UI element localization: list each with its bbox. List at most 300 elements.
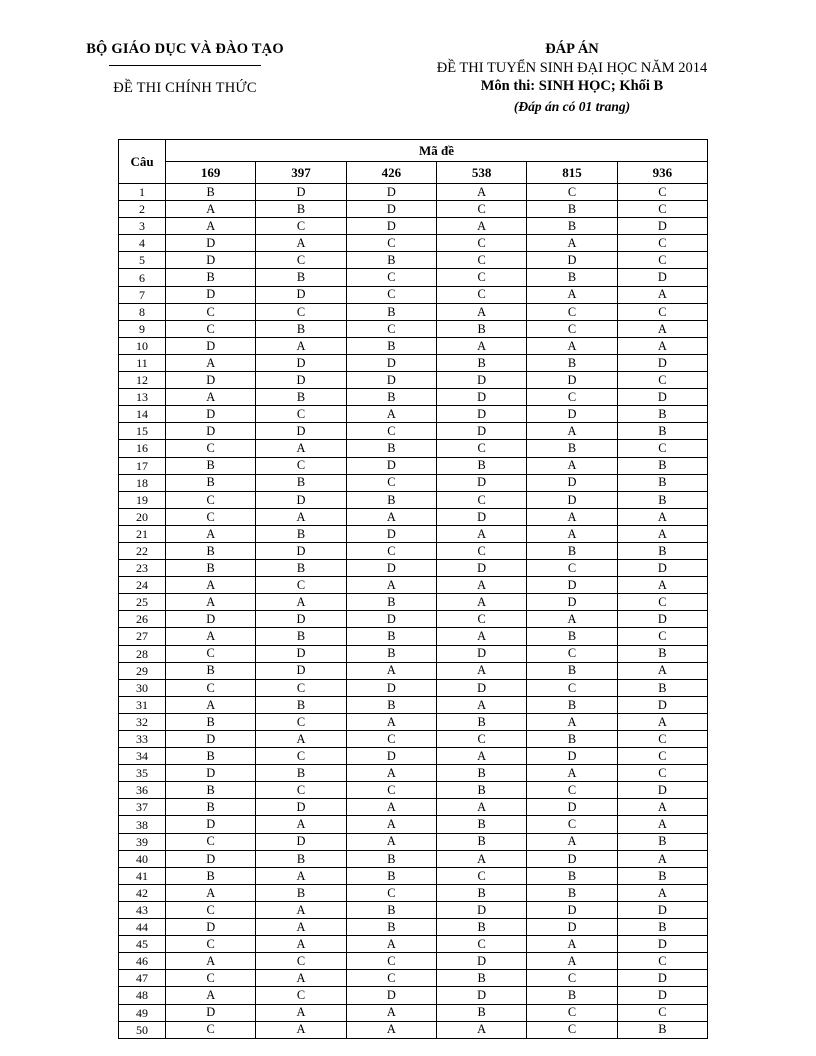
answer-cell: B (617, 1021, 707, 1038)
answer-cell: B (346, 303, 436, 320)
answer-cell: C (527, 560, 617, 577)
table-row (119, 457, 708, 474)
answer-cell: D (346, 184, 436, 201)
answer-cell: D (617, 936, 707, 953)
answer-cell: D (256, 542, 346, 559)
question-number-cell: 50 (119, 1021, 166, 1038)
table-row (119, 816, 708, 833)
answer-cell: C (617, 440, 707, 457)
answer-cell: A (436, 850, 526, 867)
answer-cell: B (436, 970, 526, 987)
column-header-exam-code-group: Mã đề (166, 140, 708, 162)
question-number-cell: 13 (119, 389, 166, 406)
answer-cell: D (346, 201, 436, 218)
answer-cell: A (527, 235, 617, 252)
answer-cell: D (617, 354, 707, 371)
answer-cell: C (256, 252, 346, 269)
table-row (119, 901, 708, 918)
answer-cell: C (346, 320, 436, 337)
answer-cell: C (346, 474, 436, 491)
answer-table-container (118, 139, 708, 1039)
answer-cell: C (527, 303, 617, 320)
table-row (119, 594, 708, 611)
answer-cell: A (436, 218, 526, 235)
answer-cell: C (166, 645, 256, 662)
table-row (119, 525, 708, 542)
answer-cell: D (527, 850, 617, 867)
answer-cell: C (166, 936, 256, 953)
answer-cell: A (527, 457, 617, 474)
answer-cell: A (256, 337, 346, 354)
answer-cell: D (256, 423, 346, 440)
answer-cell: C (436, 235, 526, 252)
answer-cell: D (166, 235, 256, 252)
answer-cell: B (617, 406, 707, 423)
table-row (119, 406, 708, 423)
answer-cell: B (346, 252, 436, 269)
answer-cell: C (436, 491, 526, 508)
answer-cell: B (166, 184, 256, 201)
table-row (119, 218, 708, 235)
answer-cell: A (256, 235, 346, 252)
answer-cell: D (527, 577, 617, 594)
answer-cell: D (346, 457, 436, 474)
answer-cell: C (436, 269, 526, 286)
answer-cell: D (527, 748, 617, 765)
answer-cell: C (527, 389, 617, 406)
answer-cell: B (346, 389, 436, 406)
answer-cell: A (527, 953, 617, 970)
answer-cell: D (527, 252, 617, 269)
answer-cell: A (166, 354, 256, 371)
answer-cell: B (256, 269, 346, 286)
question-number-cell: 40 (119, 850, 166, 867)
answer-cell: B (256, 320, 346, 337)
answer-cell: D (436, 372, 526, 389)
answer-cell: A (617, 286, 707, 303)
answer-cell: B (346, 696, 436, 713)
answer-cell: A (256, 508, 346, 525)
answer-cell: A (617, 577, 707, 594)
answer-cell: B (256, 765, 346, 782)
answer-cell: C (527, 645, 617, 662)
answer-cell: A (256, 1004, 346, 1021)
answer-cell: B (166, 542, 256, 559)
table-row (119, 953, 708, 970)
answer-cell: B (527, 354, 617, 371)
answer-cell: D (436, 560, 526, 577)
answer-cell: B (527, 201, 617, 218)
question-number-cell: 7 (119, 286, 166, 303)
table-row (119, 320, 708, 337)
answer-cell: A (256, 919, 346, 936)
answer-cell: D (256, 645, 346, 662)
answer-cell: B (436, 320, 526, 337)
table-row (119, 731, 708, 748)
answer-cell: B (527, 440, 617, 457)
answer-cell: C (166, 833, 256, 850)
answer-cell: B (436, 833, 526, 850)
table-row (119, 611, 708, 628)
answer-cell: B (346, 491, 436, 508)
answer-cell: B (166, 748, 256, 765)
answer-cell: A (166, 389, 256, 406)
answer-cell: D (436, 389, 526, 406)
question-number-cell: 49 (119, 1004, 166, 1021)
column-header-exam-code: 936 (617, 162, 707, 184)
answer-cell: D (166, 286, 256, 303)
column-header-exam-code: 426 (346, 162, 436, 184)
answer-cell: A (166, 594, 256, 611)
answer-cell: C (166, 303, 256, 320)
answer-cell: D (346, 679, 436, 696)
answer-cell: B (527, 867, 617, 884)
answer-cell: D (617, 901, 707, 918)
question-number-cell: 19 (119, 491, 166, 508)
answer-cell: B (617, 457, 707, 474)
question-number-cell: 33 (119, 731, 166, 748)
answer-cell: C (256, 953, 346, 970)
answer-cell: A (346, 508, 436, 525)
answer-cell: A (436, 594, 526, 611)
answer-cell: A (436, 748, 526, 765)
answer-cell: A (346, 662, 436, 679)
question-number-cell: 24 (119, 577, 166, 594)
question-number-cell: 10 (119, 337, 166, 354)
answer-cell: A (436, 577, 526, 594)
answer-cell: A (256, 816, 346, 833)
answer-cell: B (256, 850, 346, 867)
answer-cell: D (166, 731, 256, 748)
answer-cell: D (527, 491, 617, 508)
question-number-cell: 16 (119, 440, 166, 457)
answer-cell: D (436, 406, 526, 423)
answer-cell: A (256, 731, 346, 748)
answer-cell: C (617, 731, 707, 748)
answer-cell: C (166, 508, 256, 525)
answer-cell: D (617, 218, 707, 235)
answer-cell: A (436, 184, 526, 201)
answer-cell: B (256, 201, 346, 218)
answer-cell: A (166, 218, 256, 235)
answer-cell: C (436, 542, 526, 559)
answer-cell: A (346, 765, 436, 782)
answer-cell: B (617, 679, 707, 696)
question-number-cell: 14 (119, 406, 166, 423)
answer-cell: C (256, 577, 346, 594)
answer-cell: D (256, 184, 346, 201)
answer-cell: C (256, 406, 346, 423)
answer-cell: A (346, 713, 436, 730)
table-row (119, 867, 708, 884)
answer-cell: C (617, 372, 707, 389)
answer-cell: D (436, 474, 526, 491)
table-row (119, 1021, 708, 1038)
answer-cell: C (346, 269, 436, 286)
answer-cell: C (346, 884, 436, 901)
answer-cell: B (617, 423, 707, 440)
answer-cell: C (527, 320, 617, 337)
question-number-cell: 17 (119, 457, 166, 474)
answer-cell: A (346, 936, 436, 953)
table-row (119, 235, 708, 252)
answer-cell: A (527, 525, 617, 542)
answer-cell: A (527, 508, 617, 525)
answer-cell: D (617, 970, 707, 987)
answer-cell: B (527, 696, 617, 713)
answer-cell: A (346, 833, 436, 850)
question-number-cell: 12 (119, 372, 166, 389)
answer-cell: C (436, 867, 526, 884)
table-row (119, 491, 708, 508)
answer-cell: B (256, 628, 346, 645)
answer-cell: B (436, 919, 526, 936)
answer-cell: D (617, 696, 707, 713)
table-row (119, 423, 708, 440)
table-row (119, 1004, 708, 1021)
column-header-exam-code: 538 (436, 162, 526, 184)
answer-cell: A (436, 662, 526, 679)
answer-cell: C (166, 970, 256, 987)
answer-cell: D (166, 850, 256, 867)
table-body (119, 184, 708, 1039)
answer-cell: B (527, 662, 617, 679)
answer-cell: A (617, 816, 707, 833)
answer-cell: C (256, 457, 346, 474)
answer-cell: B (617, 491, 707, 508)
answer-cell: D (346, 560, 436, 577)
table-row (119, 560, 708, 577)
answer-cell: B (527, 731, 617, 748)
table-row (119, 474, 708, 491)
answer-cell: C (527, 184, 617, 201)
answer-cell: D (166, 765, 256, 782)
question-number-cell: 43 (119, 901, 166, 918)
answer-cell: C (166, 440, 256, 457)
question-number-cell: 5 (119, 252, 166, 269)
answer-cell: D (346, 218, 436, 235)
answer-cell: C (617, 252, 707, 269)
table-row (119, 936, 708, 953)
table-row (119, 662, 708, 679)
answer-cell: C (256, 748, 346, 765)
answer-cell: B (617, 645, 707, 662)
answer-cell: B (166, 662, 256, 679)
answer-cell: B (346, 901, 436, 918)
answer-cell: C (617, 303, 707, 320)
table-row (119, 508, 708, 525)
answer-cell: A (256, 1021, 346, 1038)
answer-cell: B (166, 269, 256, 286)
table-row (119, 970, 708, 987)
answer-cell: C (436, 731, 526, 748)
answer-cell: D (527, 474, 617, 491)
question-number-cell: 41 (119, 867, 166, 884)
answer-cell: B (346, 594, 436, 611)
table-row (119, 799, 708, 816)
answer-cell: A (166, 201, 256, 218)
answer-cell: A (256, 867, 346, 884)
answer-cell: B (166, 713, 256, 730)
table-header-row-group (119, 140, 708, 162)
header-right-block (350, 40, 816, 117)
answer-cell: D (436, 901, 526, 918)
answer-cell: C (256, 218, 346, 235)
answer-cell: B (436, 1004, 526, 1021)
answer-cell: B (436, 457, 526, 474)
answer-cell: A (527, 833, 617, 850)
answer-cell: D (346, 372, 436, 389)
question-number-cell: 9 (119, 320, 166, 337)
table-row (119, 201, 708, 218)
question-number-cell: 31 (119, 696, 166, 713)
answer-cell: B (617, 542, 707, 559)
question-number-cell: 46 (119, 953, 166, 970)
answer-cell: D (617, 611, 707, 628)
answer-cell: C (436, 440, 526, 457)
answer-cell: B (436, 884, 526, 901)
answer-cell: B (166, 474, 256, 491)
answer-cell: C (346, 235, 436, 252)
table-head (119, 140, 708, 184)
question-number-cell: 35 (119, 765, 166, 782)
question-number-cell: 29 (119, 662, 166, 679)
table-row (119, 765, 708, 782)
answer-cell: B (436, 782, 526, 799)
question-number-cell: 20 (119, 508, 166, 525)
answer-cell: A (256, 440, 346, 457)
answer-cell: D (527, 406, 617, 423)
answer-cell: B (346, 850, 436, 867)
table-row (119, 337, 708, 354)
question-number-cell: 39 (119, 833, 166, 850)
question-number-cell: 44 (119, 919, 166, 936)
answer-cell: C (166, 320, 256, 337)
answer-cell: C (617, 748, 707, 765)
answer-cell: C (527, 782, 617, 799)
answer-cell: A (617, 799, 707, 816)
answer-cell: B (256, 696, 346, 713)
question-number-cell: 28 (119, 645, 166, 662)
answer-key-table (118, 139, 708, 1039)
question-number-cell: 22 (119, 542, 166, 559)
answer-cell: B (256, 474, 346, 491)
column-header-question: Câu (119, 140, 166, 184)
table-row (119, 645, 708, 662)
table-row (119, 919, 708, 936)
answer-cell: C (256, 987, 346, 1004)
answer-cell: D (527, 919, 617, 936)
table-row (119, 286, 708, 303)
answer-cell: C (527, 1004, 617, 1021)
answer-cell: D (436, 679, 526, 696)
answer-cell: A (617, 713, 707, 730)
answer-cell: B (527, 218, 617, 235)
answer-cell: B (436, 816, 526, 833)
answer-cell: B (346, 919, 436, 936)
question-number-cell: 15 (119, 423, 166, 440)
answer-cell: A (256, 936, 346, 953)
table-row (119, 542, 708, 559)
answer-cell: C (617, 628, 707, 645)
answer-cell: B (346, 337, 436, 354)
question-number-cell: 23 (119, 560, 166, 577)
page-count-note: (Đáp án có 01 trang) (513, 98, 631, 114)
table-row (119, 782, 708, 799)
answer-cell: C (346, 542, 436, 559)
ministry-name: BỘ GIÁO DỤC VÀ ĐÀO TẠO (86, 41, 284, 57)
answer-cell: A (346, 799, 436, 816)
table-row (119, 252, 708, 269)
answer-cell: A (527, 936, 617, 953)
question-number-cell: 2 (119, 201, 166, 218)
answer-cell: B (256, 525, 346, 542)
header-left-block (0, 40, 350, 97)
table-row (119, 850, 708, 867)
answer-cell: B (166, 782, 256, 799)
answer-cell: B (617, 833, 707, 850)
answer-cell: A (256, 901, 346, 918)
answer-cell: A (617, 850, 707, 867)
answer-cell: A (527, 423, 617, 440)
answer-cell: C (346, 782, 436, 799)
answer-cell: D (256, 662, 346, 679)
answer-cell: A (346, 1021, 436, 1038)
question-number-cell: 48 (119, 987, 166, 1004)
table-row (119, 303, 708, 320)
question-number-cell: 47 (119, 970, 166, 987)
answer-cell: C (617, 765, 707, 782)
answer-cell: B (617, 474, 707, 491)
table-row (119, 372, 708, 389)
table-row (119, 833, 708, 850)
answer-cell: A (346, 406, 436, 423)
exam-name-line: ĐỀ THI TUYỂN SINH ĐẠI HỌC NĂM 2014 (436, 59, 708, 76)
question-number-cell: 11 (119, 354, 166, 371)
answer-cell: C (256, 679, 346, 696)
answer-cell: A (436, 303, 526, 320)
answer-cell: D (256, 286, 346, 303)
answer-cell: A (166, 987, 256, 1004)
answer-cell: D (346, 354, 436, 371)
answer-cell: C (166, 491, 256, 508)
header-divider-rule (109, 65, 261, 66)
question-number-cell: 36 (119, 782, 166, 799)
answer-cell: A (346, 577, 436, 594)
answer-cell: A (166, 628, 256, 645)
answer-cell: D (617, 269, 707, 286)
answer-cell: B (256, 560, 346, 577)
table-row (119, 713, 708, 730)
question-number-cell: 26 (119, 611, 166, 628)
answer-cell: C (527, 970, 617, 987)
answer-cell: D (527, 799, 617, 816)
answer-cell: C (166, 901, 256, 918)
answer-cell: D (617, 987, 707, 1004)
question-number-cell: 42 (119, 884, 166, 901)
answer-cell: B (166, 867, 256, 884)
answer-cell: A (436, 1021, 526, 1038)
question-number-cell: 37 (119, 799, 166, 816)
answer-cell: C (436, 201, 526, 218)
answer-cell: B (346, 645, 436, 662)
answer-cell: B (346, 440, 436, 457)
answer-cell: D (166, 1004, 256, 1021)
answer-cell: A (617, 337, 707, 354)
question-number-cell: 38 (119, 816, 166, 833)
answer-cell: A (166, 953, 256, 970)
column-header-exam-code: 169 (166, 162, 256, 184)
